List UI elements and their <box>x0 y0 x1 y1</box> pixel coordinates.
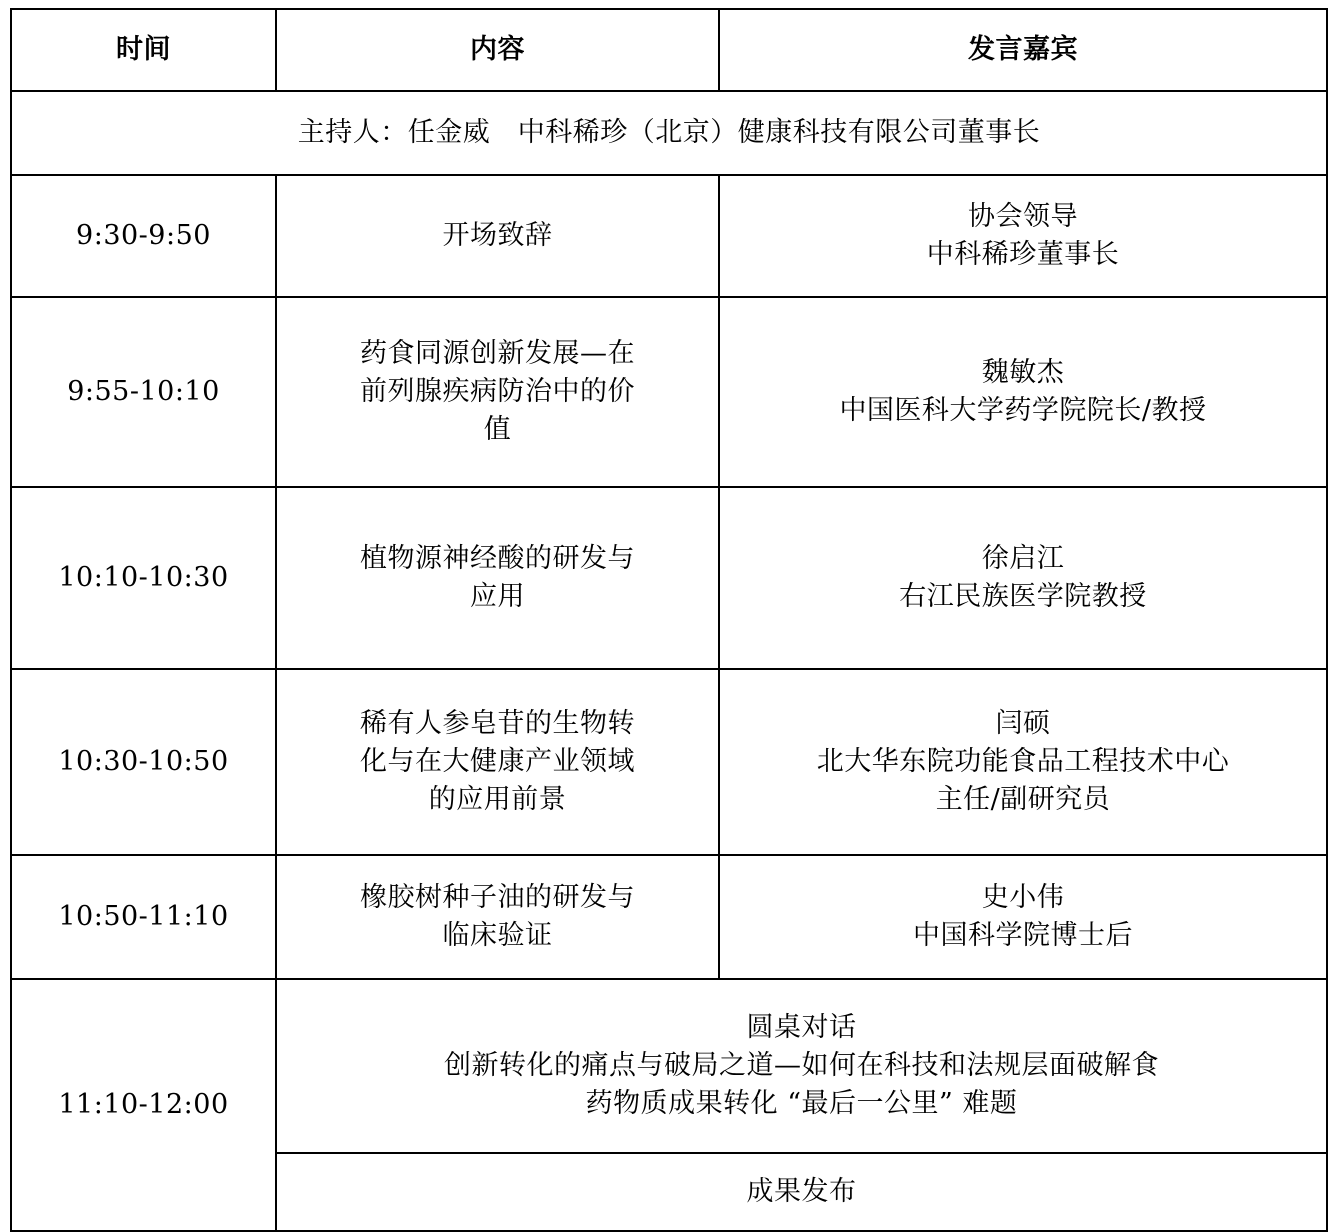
guest-line: 魏敏杰 <box>981 356 1065 388</box>
guest-line: 北大华东院功能食品工程技术中心 <box>816 745 1230 777</box>
guest-line: 徐启江 <box>981 542 1065 574</box>
row-guest <box>719 297 1327 487</box>
table-row <box>11 855 1327 979</box>
table-header-row <box>11 9 1327 91</box>
topic-line: 植物源神经酸的研发与 <box>360 542 635 574</box>
table-row <box>11 669 1327 855</box>
host-row <box>11 91 1327 175</box>
roundtable-time: 11:10-12:00 <box>11 979 276 1231</box>
row-time: 10:50-11:10 <box>11 855 276 979</box>
row-topic <box>276 855 719 979</box>
topic-line: 开场致辞 <box>442 219 553 251</box>
host-cell <box>11 91 1327 175</box>
row-guest <box>719 669 1327 855</box>
topic-line: 稀有人参皂苷的生物转 <box>360 707 635 739</box>
topic-line: 值 <box>483 414 512 446</box>
row-time: 10:10-10:30 <box>11 487 276 669</box>
column-header-guest: 发言嘉宾 <box>719 9 1327 91</box>
host-text: 主持人：任金威 中科稀珍（北京）健康科技有限公司董事长 <box>297 116 1041 148</box>
roundtable-title: 圆桌对话 <box>746 1011 857 1043</box>
row-topic <box>276 175 719 297</box>
row-guest <box>719 855 1327 979</box>
guest-line: 中国科学院博士后 <box>913 920 1133 951</box>
column-header-time: 时间 <box>11 9 276 91</box>
row-time: 9:30-9:50 <box>11 175 276 297</box>
column-header-content: 内容 <box>276 9 719 91</box>
table-row <box>11 297 1327 487</box>
guest-line: 中科稀珍董事长 <box>926 239 1120 270</box>
guest-line: 协会领导 <box>968 200 1078 232</box>
table-row <box>11 487 1327 669</box>
guest-line: 右江民族医学院教授 <box>899 581 1147 612</box>
roundtable-line: 创新转化的痛点与破局之道—如何在科技和法规层面破解食 <box>444 1049 1159 1081</box>
row-topic <box>276 487 719 669</box>
table-row <box>11 175 1327 297</box>
row-guest <box>719 175 1327 297</box>
row-time: 9:55-10:10 <box>11 297 276 487</box>
agenda-table <box>10 8 1328 1232</box>
topic-line: 应用 <box>470 581 525 612</box>
topic-line: 前列腺疾病防治中的价 <box>360 375 635 407</box>
guest-line: 闫硕 <box>995 707 1051 739</box>
guest-line: 主任/副研究员 <box>935 784 1111 816</box>
row-guest <box>719 487 1327 669</box>
roundtable-row <box>11 979 1327 1153</box>
topic-line: 的应用前景 <box>428 784 567 816</box>
roundtable-line: 药物质成果转化 “最后一公里” 难题 <box>585 1088 1018 1120</box>
topic-line: 临床验证 <box>442 920 553 951</box>
guest-line: 史小伟 <box>981 881 1065 913</box>
topic-line: 药食同源创新发展—在 <box>360 337 635 369</box>
result-cell: 成果发布 <box>276 1153 1327 1231</box>
roundtable-content <box>276 979 1327 1153</box>
guest-line: 中国医科大学药学院院长/教授 <box>839 395 1207 426</box>
row-topic <box>276 669 719 855</box>
row-time: 10:30-10:50 <box>11 669 276 855</box>
topic-line: 橡胶树种子油的研发与 <box>360 881 635 913</box>
row-topic <box>276 297 719 487</box>
topic-line: 化与在大健康产业领域 <box>360 745 635 777</box>
